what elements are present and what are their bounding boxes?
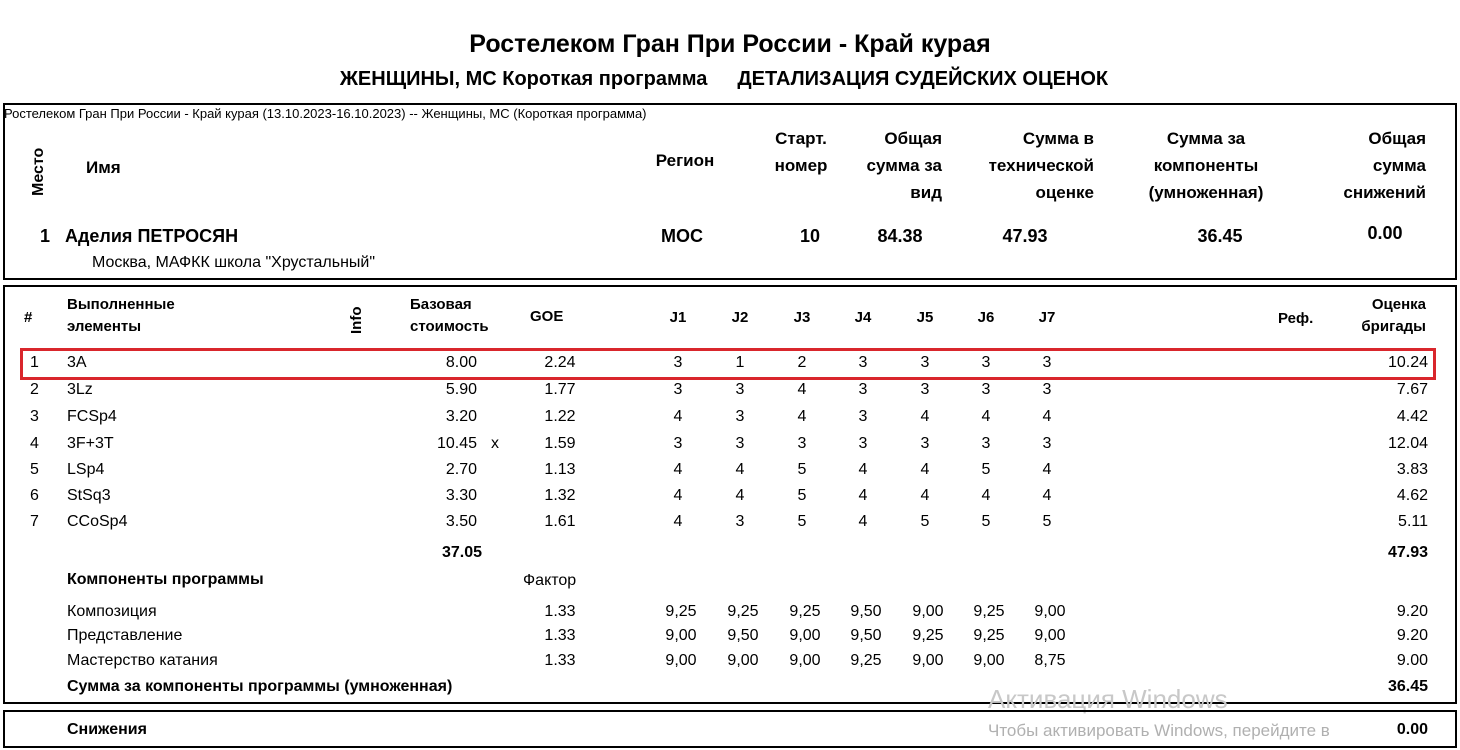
element-judge-score: 3	[858, 435, 868, 452]
element-judge-score: 3	[920, 354, 930, 371]
header-region: Регион	[655, 151, 715, 170]
header-base-value: Базовая стоимость	[410, 296, 489, 335]
element-panel-score: 3.83	[1396, 461, 1428, 478]
component-judge-score: 9,00	[665, 652, 697, 669]
element-judge-score: 5	[1042, 513, 1052, 530]
element-judge-score: 5	[797, 513, 807, 530]
component-judge-score: 9,00	[1034, 627, 1066, 644]
element-judge-score: 3	[981, 435, 991, 452]
element-judge-score: 5	[797, 487, 807, 504]
element-judge-score: 3	[858, 381, 868, 398]
header-place: Место	[30, 147, 47, 196]
element-judge-score: 5	[797, 461, 807, 478]
element-base-value: 5.90	[445, 381, 477, 398]
element-panel-score: 12.04	[1387, 435, 1428, 452]
element-panel-score: 4.62	[1396, 487, 1428, 504]
element-judge-score: 4	[920, 461, 930, 478]
component-judge-score: 9,00	[789, 627, 821, 644]
element-judge-score: 5	[981, 513, 991, 530]
element-num: 7	[30, 513, 39, 530]
judge-header-4: J4	[854, 309, 872, 326]
element-judge-score: 4	[858, 487, 868, 504]
component-judge-score: 9,00	[789, 652, 821, 669]
element-judge-score: 3	[858, 354, 868, 371]
element-judge-score: 3	[1042, 381, 1052, 398]
element-judge-score: 4	[1042, 487, 1052, 504]
element-judge-score: 4	[735, 487, 745, 504]
watermark-title: Активация Windows	[988, 684, 1228, 714]
element-name: FCSp4	[67, 408, 117, 425]
judge-header-2: J2	[731, 309, 749, 326]
header-total-score: Общая сумма за вид	[866, 129, 942, 202]
skater-place: 1	[40, 226, 51, 246]
element-judge-score: 4	[673, 513, 683, 530]
component-judge-score: 9,00	[1034, 603, 1066, 620]
component-name: Композиция	[67, 603, 157, 620]
judge-header-3: J3	[793, 309, 811, 326]
skater-tes: 47.93	[1002, 226, 1048, 246]
element-judge-score: 5	[981, 461, 991, 478]
element-goe: 1.22	[544, 408, 576, 425]
component-name: Мастерство катания	[67, 652, 218, 669]
skater-club: Москва, МАФКК школа "Хрустальный"	[92, 254, 376, 271]
element-judge-score: 3	[920, 381, 930, 398]
components-header: Компоненты программы	[67, 571, 264, 588]
element-name: 3Lz	[67, 381, 93, 398]
header-elements: Выполненные элементы	[67, 296, 175, 335]
element-panel-score: 7.67	[1396, 381, 1428, 398]
element-judge-score: 4	[673, 487, 683, 504]
component-judge-score: 9,00	[973, 652, 1005, 669]
element-judge-score: 4	[797, 381, 807, 398]
element-base-value: 10.45	[436, 435, 477, 452]
component-judge-score: 9,25	[665, 603, 697, 620]
elements-total: 47.93	[1387, 544, 1428, 561]
header-panel-score: Оценка бригады	[1361, 296, 1426, 335]
element-name: LSp4	[67, 461, 105, 478]
component-judge-score: 9,50	[850, 627, 882, 644]
component-factor: 1.33	[544, 627, 576, 644]
element-judge-score: 4	[981, 487, 991, 504]
base-value-total: 37.05	[441, 544, 482, 561]
element-num: 6	[30, 487, 39, 504]
component-judge-score: 9,00	[665, 627, 697, 644]
element-panel-score: 10.24	[1387, 354, 1428, 371]
element-judge-score: 3	[920, 435, 930, 452]
element-name: 3A	[67, 354, 87, 371]
element-judge-score: 4	[1042, 408, 1052, 425]
element-judge-score: 4	[735, 461, 745, 478]
header-goe: GOE	[530, 308, 564, 325]
components-total: 36.45	[1387, 678, 1428, 695]
component-judge-score: 8,75	[1034, 652, 1066, 669]
element-judge-score: 3	[858, 408, 868, 425]
skater-deductions: 0.00	[1367, 223, 1403, 243]
element-base-value: 3.30	[445, 487, 477, 504]
header-tes: Сумма в технической оценке	[988, 129, 1094, 202]
element-name: StSq3	[67, 487, 111, 504]
components-total-label: Сумма за компоненты программы (умноженная)	[67, 678, 453, 695]
component-judge-score: 9,00	[912, 603, 944, 620]
subtitle-details: ДЕТАЛИЗАЦИЯ СУДЕЙСКИХ ОЦЕНОК	[737, 68, 1109, 90]
element-judge-score: 3	[1042, 354, 1052, 371]
component-factor: 1.33	[544, 603, 576, 620]
skater-pcs: 36.45	[1197, 226, 1243, 246]
element-num: 1	[30, 354, 39, 371]
element-num: 2	[30, 381, 39, 398]
element-goe: 1.13	[544, 461, 576, 478]
element-judge-score: 3	[735, 381, 745, 398]
element-name: CCoSp4	[67, 513, 128, 530]
skater-name: Аделия ПЕТРОСЯН	[65, 226, 239, 246]
element-judge-score: 4	[673, 408, 683, 425]
element-num: 3	[30, 408, 39, 425]
element-judge-score: 4	[1042, 461, 1052, 478]
element-base-value: 8.00	[445, 354, 477, 371]
component-judge-score: 9,25	[912, 627, 944, 644]
component-judge-score: 9,25	[789, 603, 821, 620]
element-judge-score: 3	[673, 354, 683, 371]
component-judge-score: 9,00	[727, 652, 759, 669]
element-judge-score: 3	[735, 408, 745, 425]
deductions-value: 0.00	[1396, 721, 1428, 738]
header-name: Имя	[86, 158, 121, 177]
element-judge-score: 3	[981, 354, 991, 371]
element-goe: 1.59	[544, 435, 576, 452]
element-judge-score: 3	[673, 381, 683, 398]
element-judge-score: 5	[920, 513, 930, 530]
element-judge-score: 4	[920, 487, 930, 504]
element-judge-score: 3	[673, 435, 683, 452]
element-num: 5	[30, 461, 39, 478]
element-judge-score: 3	[735, 513, 745, 530]
element-judge-score: 3	[1042, 435, 1052, 452]
component-judge-score: 9,00	[912, 652, 944, 669]
deductions-label: Снижения	[67, 721, 147, 738]
element-judge-score: 1	[735, 354, 745, 371]
judge-header-7: J7	[1038, 309, 1056, 326]
page-title: Ростелеком Гран При России - Край курая	[469, 30, 991, 58]
component-judge-score: 9,25	[973, 627, 1005, 644]
component-judge-score: 9,50	[727, 627, 759, 644]
event-line: Ростелеком Гран При России - Край курая (13.10.2023-16.10.2023) -- Женщины, МС (Короткая программа)	[4, 106, 647, 121]
element-judge-score: 4	[673, 461, 683, 478]
element-judge-score: 4	[981, 408, 991, 425]
judge-header-1: J1	[669, 309, 687, 326]
element-goe: 1.32	[544, 487, 576, 504]
component-score: 9.00	[1396, 652, 1428, 669]
element-judge-score: 4	[797, 408, 807, 425]
element-judge-score: 4	[858, 513, 868, 530]
element-base-value: 2.70	[445, 461, 477, 478]
element-judge-score: 3	[981, 381, 991, 398]
component-judge-score: 9,25	[727, 603, 759, 620]
component-score: 9.20	[1396, 603, 1428, 620]
judge-header-5: J5	[916, 309, 934, 326]
skater-region: MOC	[661, 226, 703, 246]
element-base-value: 3.20	[445, 408, 477, 425]
element-goe: 1.77	[544, 381, 576, 398]
element-base-value: 3.50	[445, 513, 477, 530]
header-info: Info	[348, 306, 365, 334]
header-ref: Реф.	[1278, 310, 1314, 327]
element-judge-score: 4	[920, 408, 930, 425]
element-name: 3F+3T	[67, 435, 114, 452]
element-goe: 1.61	[544, 513, 576, 530]
element-panel-score: 5.11	[1398, 513, 1428, 530]
subtitle-program: ЖЕНЩИНЫ, МС Короткая программа	[339, 68, 708, 90]
component-name: Представление	[67, 627, 183, 644]
judge-header-6: J6	[977, 309, 995, 326]
element-info-flag: x	[491, 435, 499, 452]
page-subtitle	[0, 68, 1448, 91]
element-judge-score: 3	[735, 435, 745, 452]
component-score: 9.20	[1396, 627, 1428, 644]
element-judge-score: 4	[858, 461, 868, 478]
element-goe: 2.24	[544, 354, 576, 371]
component-judge-score: 9,25	[850, 652, 882, 669]
element-num: 4	[30, 435, 39, 452]
header-num: #	[24, 309, 33, 326]
element-judge-score: 3	[797, 435, 807, 452]
component-factor: 1.33	[544, 652, 576, 669]
header-pcs: Сумма за компоненты (умноженная)	[1148, 129, 1264, 202]
skater-total-score: 84.38	[877, 226, 923, 246]
header-deductions: Общая сумма снижений	[1343, 129, 1426, 202]
watermark-subtitle: Чтобы активировать Windows, перейдите в	[988, 721, 1330, 740]
factor-header: Фактор	[523, 572, 577, 589]
header-start-number: Старт. номер	[774, 129, 828, 175]
component-judge-score: 9,25	[973, 603, 1005, 620]
element-panel-score: 4.42	[1396, 408, 1428, 425]
component-judge-score: 9,50	[850, 603, 882, 620]
element-judge-score: 2	[797, 354, 807, 371]
skater-start-number: 10	[799, 226, 821, 246]
